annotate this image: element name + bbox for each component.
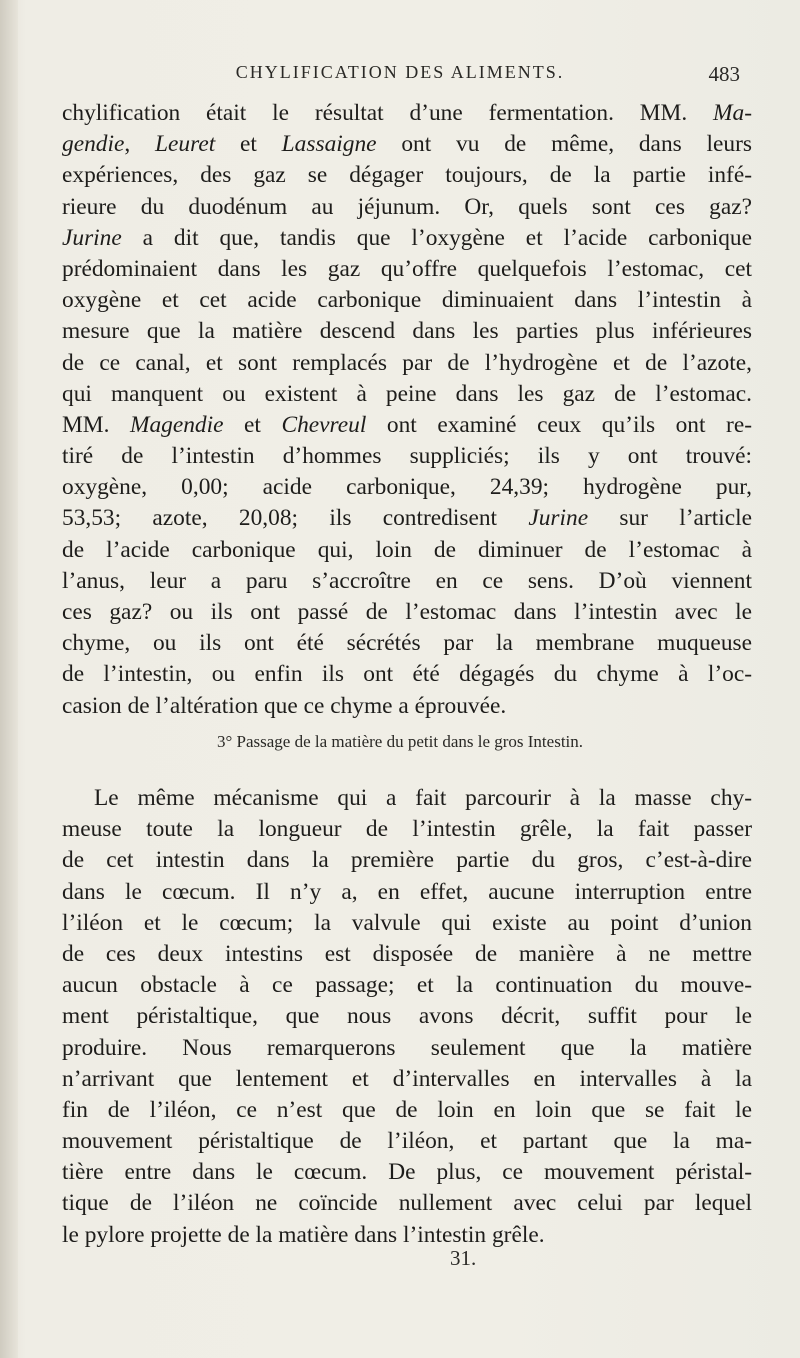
- text-line: meuse toute la longueur de l’intestin grêle, la fait passer: [62, 816, 752, 843]
- text-line: le pylore projette de la matière dans l’intestin grêle.: [62, 1221, 545, 1248]
- text-line: de l’intestin, ou enfin ils ont été dégagés du chyme à l’oc-: [62, 661, 752, 688]
- text-line: de cet intestin dans la première partie du gros, c’est-à-dire: [62, 847, 752, 874]
- text-line: ces gaz? ou ils ont passé de l’estomac dans l’intestin avec le: [62, 599, 752, 625]
- page-number: 483: [708, 62, 740, 86]
- text-line: dans le cœcum. Il n’y a, en effet, aucune interruption entre: [62, 878, 752, 905]
- text-line: gendie, Leuret et Lassaigne ont vu de même, dans leurs: [62, 131, 752, 158]
- text-line: qui manquent ou existent à peine dans les gaz de l’estomac.: [62, 380, 752, 407]
- text-line: n’arrivant que lentement et d’intervalles en intervalles à la: [62, 1065, 752, 1092]
- text-line: casion de l’altération que ce chyme a éprouvée.: [62, 692, 507, 719]
- text-line: l’anus, leur a paru s’accroître en ce sens. D’où viennent: [62, 567, 752, 594]
- text-line: chylification était le résultat d’une fermentation. MM. Ma-: [62, 100, 752, 126]
- binding-shadow: [0, 0, 18, 1358]
- text-line: oxygène et cet acide carbonique diminuaient dans l’intestin à: [62, 287, 752, 314]
- text-line: Jurine a dit que, tandis que l’oxygène et l’acide carbonique: [62, 224, 752, 251]
- text-line: mouvement péristaltique de l’iléon, et partant que la ma-: [62, 1128, 752, 1155]
- text-line: produire. Nous remarquerons seulement que la matière: [62, 1034, 752, 1061]
- paragraph-chyle-gases: [62, 98, 752, 722]
- signature-mark: 31.: [450, 1246, 477, 1270]
- text-line: MM. Magendie et Chevreul ont examiné ceux qu’ils ont re-: [62, 411, 752, 438]
- text-line: mesure que la matière descend dans les parties plus inférieures: [62, 318, 752, 345]
- text-line: tière entre dans le cœcum. De plus, ce mouvement péristal-: [62, 1159, 752, 1186]
- text-line: de ces deux intestins est disposée de manière à ne mettre: [62, 940, 752, 967]
- text-line: de l’acide carbonique qui, loin de diminuer de l’estomac à: [62, 536, 752, 563]
- text-line: expériences, des gaz se dégager toujours, de la partie infé-: [62, 162, 752, 189]
- paragraph-small-to-large-intestine: [62, 783, 752, 1251]
- text-line: 53,53; azote, 20,08; ils contredisent Jurine sur l’article: [62, 505, 752, 532]
- running-head-title: CHYLIFICATION DES ALIMENTS.: [235, 62, 565, 82]
- text-line: fin de l’iléon, ce n’est que de loin en loin que se fait le: [62, 1096, 752, 1123]
- text-line: tiré de l’intestin d’hommes suppliciés; ils y ont trouvé:: [62, 443, 752, 470]
- text-line: prédominaient dans les gaz qu’offre quelquefois l’estomac, cet: [62, 255, 752, 282]
- text-line: aucun obstacle à ce passage; et la continuation du mouve-: [62, 972, 752, 999]
- text-line: oxygène, 0,00; acide carbonique, 24,39; hydrogène pur,: [62, 474, 752, 501]
- section-heading: 3° Passage de la matière du petit dans le gros Intestin.: [216, 732, 584, 751]
- text-line: chyme, ou ils ont été sécrétés par la membrane muqueuse: [62, 630, 752, 657]
- text-line: ment péristaltique, que nous avons décrit, suffit pour le: [62, 1003, 752, 1030]
- text-line: rieure du duodénum au jéjunum. Or, quels sont ces gaz?: [62, 193, 752, 220]
- text-line: tique de l’iléon ne coïncide nullement avec celui par lequel: [62, 1190, 752, 1217]
- running-head: [0, 62, 800, 92]
- text-line: de ce canal, et sont remplacés par de l’hydrogène et de l’azote,: [62, 349, 752, 376]
- text-line: l’iléon et le cœcum; la valvule qui existe au point d’union: [62, 909, 752, 936]
- text-line: Le même mécanisme qui a fait parcourir à la masse chy-: [94, 785, 752, 811]
